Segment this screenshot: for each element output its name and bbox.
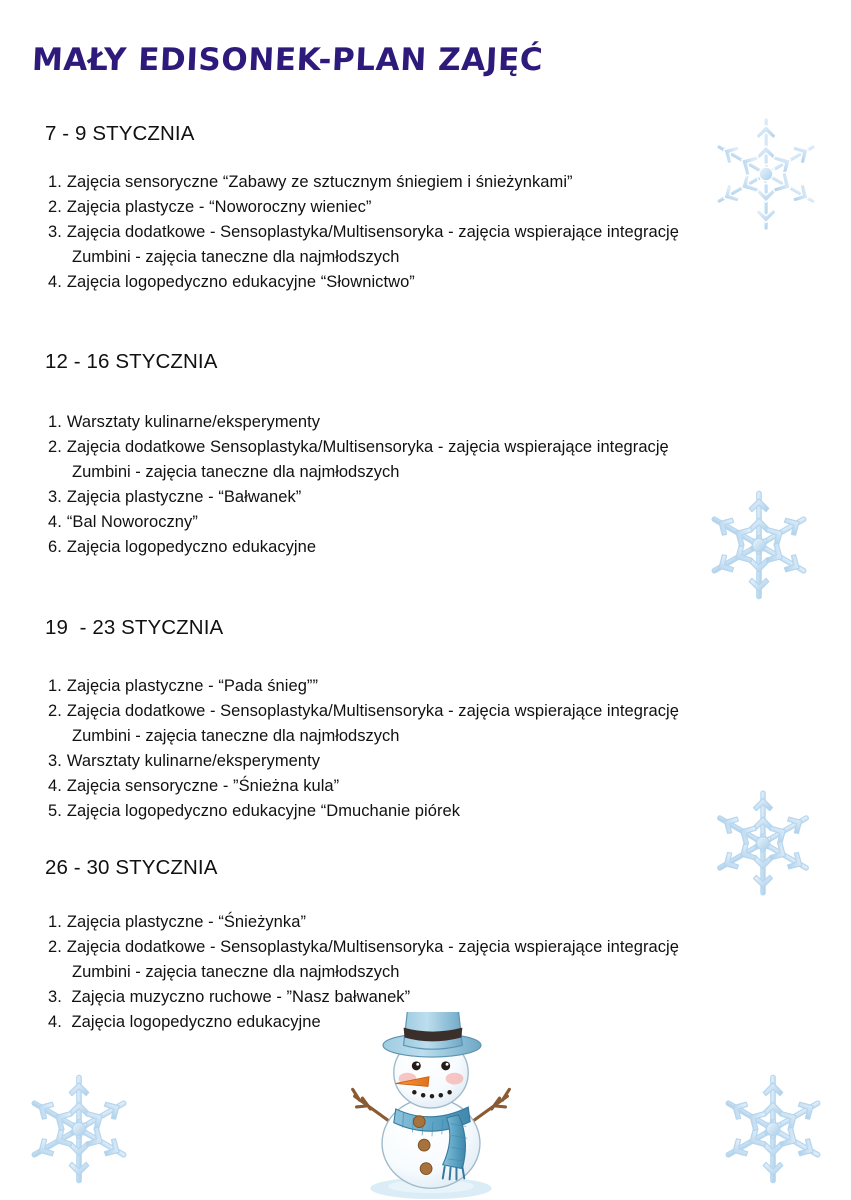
item-number: 2. (48, 938, 62, 956)
item-number: 3. (48, 988, 67, 1006)
list-item (48, 799, 823, 824)
list-item (48, 195, 823, 220)
list-item (48, 935, 823, 985)
list-item (48, 485, 823, 510)
list-item (48, 910, 823, 935)
activity-list (48, 170, 823, 295)
item-number: 1. (48, 913, 62, 931)
item-text: Zajęcia plastyczne - “Bałwanek” (66, 488, 302, 506)
list-item (48, 170, 823, 195)
item-text: Zajęcia logopedyczno edukacyjne (66, 538, 317, 556)
item-text: Zajęcia plastycze - “Noworoczny wieniec” (66, 198, 372, 216)
item-number: 2. (48, 702, 62, 720)
item-text: Zajęcia logopedyczno edukacyjne “Słownictwo” (66, 273, 415, 291)
item-text: Zajęcia logopedyczno edukacyjne (71, 1013, 321, 1031)
item-number: 6. (48, 538, 62, 556)
item-number: 1. (48, 677, 62, 695)
list-item (48, 410, 823, 435)
activity-list (48, 410, 823, 560)
item-subtext: Zumbini - zajęcia taneczne dla najmłodszych (72, 463, 400, 481)
activity-list (48, 674, 823, 824)
list-item (48, 749, 823, 774)
snowflake-bottom-left (18, 1068, 140, 1190)
item-text: “Bal Noworoczny” (66, 513, 198, 531)
list-item (48, 535, 823, 560)
item-text: Zajęcia muzyczno ruchowe - ”Nasz bałwanek” (71, 988, 411, 1006)
item-text: Zajęcia dodatkowe - Sensoplastyka/Multisensoryka - zajęcia wspierające integrację (66, 702, 679, 720)
item-subtext: Zumbini - zajęcia taneczne dla najmłodszych (72, 963, 400, 981)
item-number: 3. (48, 488, 62, 506)
activity-list (48, 910, 823, 1035)
item-text: Zajęcia sensoryczne “Zabawy ze sztucznym śniegiem i śnieżynkami” (66, 173, 573, 191)
item-number: 4. (48, 273, 62, 291)
list-item (48, 1010, 823, 1035)
item-text: Zajęcia plastyczne - “Pada śnieg”” (66, 677, 319, 695)
item-number: 1. (48, 413, 62, 431)
list-item (48, 435, 823, 485)
item-text: Zajęcia plastyczne - “Śnieżynka” (66, 913, 306, 931)
item-number: 4. (48, 777, 62, 795)
item-text: Zajęcia sensoryczne - ”Śnieżna kula” (66, 777, 340, 795)
list-item (48, 674, 823, 699)
item-number: 3. (48, 752, 62, 770)
item-number: 5. (48, 802, 62, 820)
list-item (48, 270, 823, 295)
item-text: Zajęcia dodatkowe - Sensoplastyka/Multisensoryka - zajęcia wspierające integrację (66, 938, 679, 956)
item-number: 3. (48, 223, 62, 241)
list-item (48, 510, 823, 535)
item-number: 4. (48, 513, 62, 531)
item-text: Zajęcia dodatkowe Sensoplastyka/Multisensoryka - zajęcia wspierające integrację (66, 438, 669, 456)
item-text: Warsztaty kulinarne/eksperymenty (66, 413, 321, 431)
page-title: MAŁY EDISONEK-PLAN ZAJĘĆ (31, 42, 544, 78)
item-text: Warsztaty kulinarne/eksperymenty (66, 752, 321, 770)
snowman-illustration (333, 1012, 529, 1200)
section-heading: 12 - 16 STYCZNIA (45, 350, 218, 373)
item-subtext: Zumbini - zajęcia taneczne dla najmłodszych (72, 248, 400, 266)
section-heading: 26 - 30 STYCZNIA (45, 856, 218, 879)
list-item (48, 774, 823, 799)
list-item (48, 985, 823, 1010)
item-number: 2. (48, 198, 62, 216)
item-subtext: Zumbini - zajęcia taneczne dla najmłodszych (72, 727, 400, 745)
section-heading: 7 - 9 STYCZNIA (45, 122, 195, 145)
snowflake-bottom-right (712, 1068, 834, 1190)
item-number: 1. (48, 173, 62, 191)
section-heading: 19 - 23 STYCZNIA (45, 616, 224, 639)
item-number: 4. (48, 1013, 67, 1031)
list-item (48, 220, 823, 270)
item-text: Zajęcia dodatkowe - Sensoplastyka/Multisensoryka - zajęcia wspierające integrację (66, 223, 679, 241)
list-item (48, 699, 823, 749)
item-number: 2. (48, 438, 62, 456)
item-text: Zajęcia logopedyczno edukacyjne “Dmuchanie piórek (66, 802, 461, 820)
